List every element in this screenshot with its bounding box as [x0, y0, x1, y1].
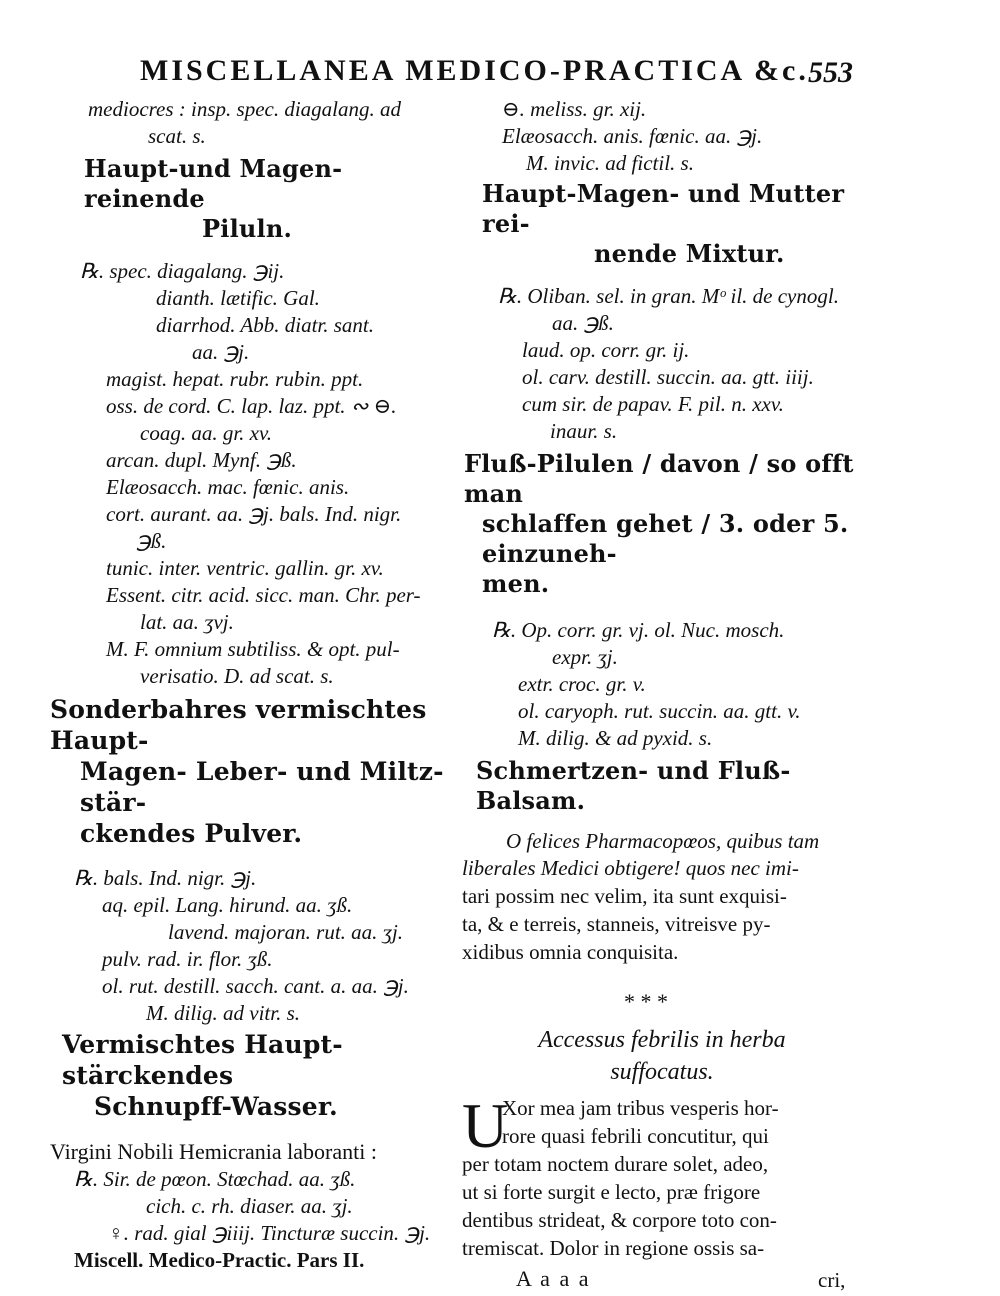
recipe-line: coag. aa. gr. xv.	[140, 421, 272, 445]
recipe-line: ℞. spec. diagalang. ℈ij.	[80, 259, 285, 283]
recipe-line: ℞. Op. corr. gr. vj. ol. Nuc. mosch.	[492, 618, 785, 642]
recipe-line: arcan. dupl. Mynf. ℈ß.	[106, 448, 297, 472]
recipe-line: oss. de cord. C. lap. laz. ppt. ∾ ⊖.	[106, 394, 397, 418]
recipe-line: aa. ℈j.	[192, 340, 250, 364]
heading-line: Schmertzen- und Fluß-Balsam.	[476, 756, 791, 815]
recipe-line: M. dilig. & ad pyxid. s.	[518, 726, 713, 750]
recipe-line: M. F. omnium subtiliss. & opt. pul-	[106, 637, 400, 661]
recipe-fluss	[462, 617, 862, 752]
catchword: cri,	[818, 1268, 846, 1292]
heading-line: Haupt-und Magen-reinende	[84, 154, 343, 213]
heading-line: Sonderbahres vermischtes Haupt-	[50, 695, 427, 755]
recipe-line: inaur. s.	[550, 419, 618, 443]
text-line: dentibus strideat, & corpore toto con-	[462, 1208, 777, 1232]
running-title: MISCELLANEA MEDICO-PRACTICA &c.	[140, 54, 809, 87]
recipe-line: diarrhod. Abb. diatr. sant.	[156, 313, 375, 337]
right-column	[462, 96, 862, 1296]
body-paragraph	[462, 1090, 862, 1262]
recipe-1	[50, 258, 460, 690]
recipe-line: Essent. citr. acid. sicc. man. Chr. per-	[106, 583, 421, 607]
recipe-mixtur	[462, 283, 862, 445]
recipe-line: ol. rut. destill. sacch. cant. a. aa. ℈j.	[102, 974, 409, 998]
heading-balsam	[462, 756, 862, 816]
heading-line: Magen- Leber- und Miltz-stär-	[80, 757, 444, 817]
heading-line: Piluln.	[202, 214, 293, 243]
text-line: Xor mea jam tribus vesperis hor-	[502, 1096, 779, 1120]
recipe-line: aq. epil. Lang. hirund. aa. ʒß.	[102, 893, 353, 917]
continued-prescription-right	[462, 96, 862, 177]
page-footer	[462, 1264, 862, 1296]
section-title	[462, 1024, 862, 1088]
text-line: rore quasi febrili concutitur, qui	[502, 1124, 769, 1148]
text-line: mediocres : insp. spec. diagalang. ad	[88, 97, 402, 121]
text-line: ta, & e terreis, stanneis, vitreisve py-	[462, 912, 771, 936]
heading-mutter-mixtur	[462, 179, 862, 269]
recipe-line: M. dilig. ad vitr. s.	[146, 1001, 301, 1025]
text-line: scat. s.	[148, 124, 206, 148]
heading-line: nende Mixtur.	[594, 239, 785, 268]
recipe-line: tunic. inter. ventric. gallin. gr. xv.	[106, 556, 384, 580]
text-line: per totam noctem durare solet, adeo,	[462, 1152, 769, 1176]
heading-haupt-magen-piluln	[50, 154, 460, 244]
text-line: liberales Medici obtigere! quos nec imi-	[462, 856, 799, 880]
subheading: Virgini Nobili Hemicrania laboranti :	[50, 1139, 377, 1164]
recipe-line: cich. c. rh. diaser. aa. ʒj.	[146, 1194, 353, 1218]
recipe-line: ℈ß.	[136, 529, 167, 553]
text-line: ut si forte surgit e lecto, præ frigore	[462, 1180, 761, 1204]
virgini-prescription	[50, 1138, 460, 1274]
heading-line: Fluß-Pilulen / davon / so offt man	[464, 449, 854, 508]
recipe-line: expr. ʒj.	[552, 645, 618, 669]
latin-paragraph	[462, 828, 862, 966]
text-line: ⊖. meliss. gr. xij.	[502, 97, 647, 121]
page-number: 553	[808, 56, 853, 89]
signature-mark: A a a a	[516, 1266, 591, 1291]
drop-cap: U	[462, 1090, 509, 1161]
recipe-line: dianth. lætific. Gal.	[156, 286, 320, 310]
asterism: * * *	[624, 989, 668, 1014]
recipe-line: aa. ℈ß.	[552, 311, 614, 335]
heading-fluss-pilulen	[462, 449, 862, 599]
recipe-line: ℞. bals. Ind. nigr. ℈j.	[74, 866, 257, 890]
recipe-line: cort. aurant. aa. ℈j. bals. Ind. nigr.	[106, 502, 402, 526]
recipe-line: verisatio. D. ad scat. s.	[140, 664, 334, 688]
recipe-line: extr. croc. gr. v.	[518, 672, 646, 696]
text-line: M. invic. ad fictil. s.	[526, 151, 694, 175]
recipe-line: magist. hepat. rubr. rubin. ppt.	[106, 367, 364, 391]
recipe-line: lat. aa. ʒvj.	[140, 610, 234, 634]
recipe-line: ℞. Sir. de pœon. Stœchad. aa. ʒß.	[74, 1167, 356, 1191]
recipe-line: ol. carv. destill. succin. aa. gtt. iiij.	[522, 365, 814, 389]
text-line: tari possim nec velim, ita sunt exquisi-	[462, 884, 787, 908]
footer-catchline: Miscell. Medico-Practic. Pars II.	[74, 1248, 365, 1272]
heading-line: Haupt-Magen- und Mutter rei-	[482, 179, 845, 238]
text-line: O felices Pharmacopœos, quibus tam	[506, 829, 820, 853]
section-title-line: suffocatus.	[610, 1059, 714, 1085]
left-column	[50, 96, 460, 1274]
recipe-line: lavend. majoran. rut. aa. ʒj.	[168, 920, 404, 944]
heading-line: Schnupff-Wasser.	[94, 1092, 338, 1121]
heading-line: men.	[482, 569, 550, 598]
heading-sonderbahres-pulver	[50, 694, 460, 849]
heading-line: ckendes Pulver.	[80, 819, 303, 848]
recipe-line: ℞. Oliban. sel. in gran. Mᵒ il. de cynogl.	[498, 284, 839, 308]
text-line: tremiscat. Dolor in regione ossis sa-	[462, 1236, 765, 1260]
recipe-2	[50, 865, 460, 1027]
heading-line: schlaffen gehet / 3. oder 5. einzuneh-	[482, 509, 849, 568]
recipe-line: laud. op. corr. gr. ij.	[522, 338, 690, 362]
text-line: xidibus omnia conquisita.	[462, 940, 679, 964]
recipe-line: ol. caryoph. rut. succin. aa. gtt. v.	[518, 699, 801, 723]
text-line: Elæosacch. anis. fœnic. aa. ℈j.	[502, 124, 763, 148]
heading-schnupff-wasser	[50, 1029, 460, 1122]
section-title-line: Accessus febrilis in herba	[538, 1027, 786, 1053]
recipe-line: cum sir. de papav. F. pil. n. xxv.	[522, 392, 784, 416]
continued-prescription	[50, 96, 460, 150]
recipe-line: pulv. rad. ir. flor. ʒß.	[102, 947, 273, 971]
heading-line: Vermischtes Haupt-stärckendes	[62, 1030, 343, 1090]
recipe-line: ♀. rad. gial ℈iiij. Tincturæ succin. ℈j.	[108, 1221, 431, 1245]
recipe-line: Elæosacch. mac. fœnic. anis.	[106, 475, 350, 499]
